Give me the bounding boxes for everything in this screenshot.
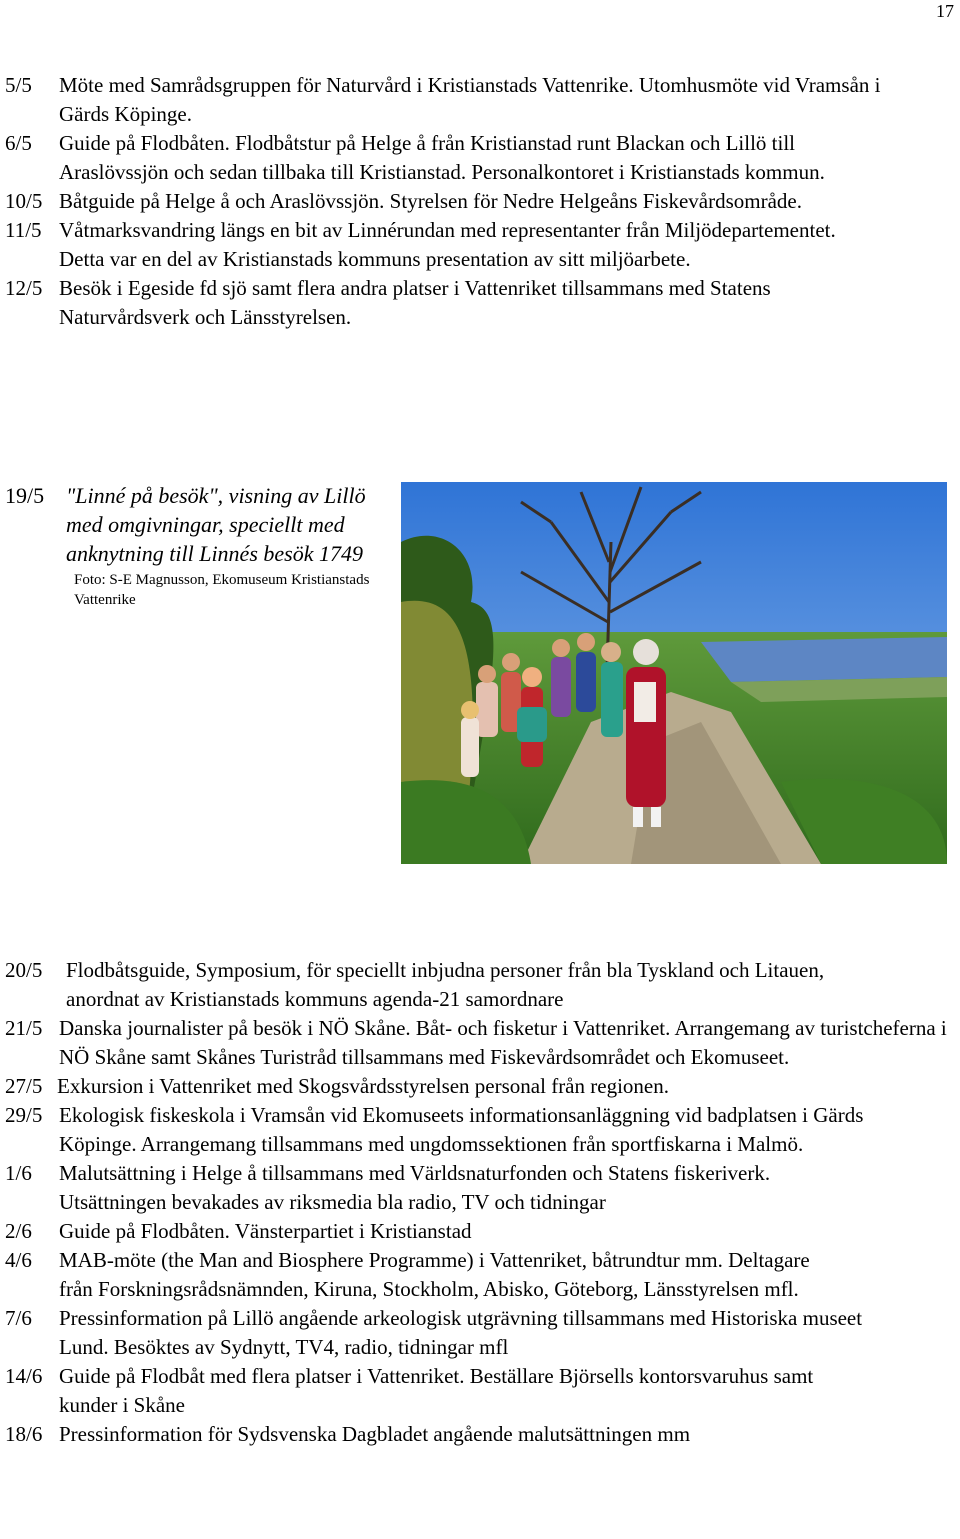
entry-date: 29/5 xyxy=(5,1103,43,1127)
entry-text: Våtmarksvandring längs en bit av Linnérundan med representanter från Miljödepartementet. Detta var en del av Kristianstads kommuns presentation av sitt miljöarbete. xyxy=(59,218,836,271)
entries-top xyxy=(5,71,955,332)
entry-date: 11/5 xyxy=(5,218,42,242)
photo-credit: Foto: S-E Magnusson, Ekomuseum Kristianstads Vattenrike xyxy=(74,572,370,608)
entry-text: Flodbåtsguide, Symposium, för speciellt inbjudna personer från bla Tyskland och Litauen, anordnat av Kristianstads kommuns agenda-21 samordnare xyxy=(66,958,825,1011)
entry-text: Guide på Flodbåt med flera platser i Vattenriket. Beställare Björsells kontorsvaruhus samt kunder i Skåne xyxy=(59,1364,814,1417)
caption-entry-19-5 xyxy=(5,481,395,568)
entry-7-6 xyxy=(5,1304,955,1362)
entry-text: Guide på Flodbåten. Flodbåtstur på Helge å från Kristianstad runt Blackan och Lillö till Araslövssjön och sedan tillbaka till Kristianstad. Personalkontoret i Kristianstads kommun. xyxy=(59,131,825,184)
entry-text: Båtguide på Helge å och Araslövssjön. Styrelsen för Nedre Helgeåns Fiskevårdsområde. xyxy=(59,189,802,213)
entry-date: 4/6 xyxy=(5,1248,32,1272)
entry-11-5 xyxy=(5,216,955,274)
caption-text: "Linné på besök", visning av Lillö med omgivningar, speciellt med anknytning till Linnés besök 1749 xyxy=(66,483,366,566)
entry-date: 18/6 xyxy=(5,1422,43,1446)
entry-27-5 xyxy=(5,1072,955,1101)
entry-text: Exkursion i Vattenriket med Skogsvårdsstyrelsen personal från regionen. xyxy=(57,1074,669,1098)
entry-29-5 xyxy=(5,1101,955,1159)
entry-text: Danska journalister på besök i NÖ Skåne. Båt- och fisketur i Vattenriket. Arrangemang av turistcheferna i NÖ Skåne samt Skånes Turistråd tillsammans med Fiskevårdsområdet och Ekomuseet. xyxy=(59,1016,947,1069)
entry-text: Malutsättning i Helge å tillsammans med Världsnaturfonden och Statens fiskeriverk. Utsättningen bevakades av riksmedia bla radio, TV och tidningar xyxy=(59,1161,771,1214)
page-number: 17 xyxy=(936,1,954,21)
entry-date: 1/6 xyxy=(5,1161,32,1185)
photo-caption xyxy=(5,481,395,610)
entry-date: 6/5 xyxy=(5,131,32,155)
entry-5-5 xyxy=(5,71,955,129)
entry-12-5 xyxy=(5,274,955,332)
entry-21-5 xyxy=(5,1014,955,1072)
entry-text: Guide på Flodbåten. Vänsterpartiet i Kristianstad xyxy=(59,1219,472,1243)
entry-20-5 xyxy=(5,956,955,1014)
caption-date: 19/5 xyxy=(5,483,45,508)
entry-date: 12/5 xyxy=(5,276,43,300)
entry-14-6 xyxy=(5,1362,955,1420)
entry-text: Pressinformation för Sydsvenska Dagbladet angående malutsättningen mm xyxy=(59,1422,691,1446)
entry-date: 10/5 xyxy=(5,189,43,213)
entry-text: Möte med Samrådsgruppen för Naturvård i Kristianstads Vattenrike. Utomhusmöte vid Vramsån i Gärds Köpinge. xyxy=(59,73,881,126)
entry-date: 21/5 xyxy=(5,1016,43,1040)
entry-18-6 xyxy=(5,1420,955,1449)
entry-date: 20/5 xyxy=(5,958,43,982)
entry-2-6 xyxy=(5,1217,955,1246)
entry-date: 5/5 xyxy=(5,73,32,97)
entry-text: Ekologisk fiskeskola i Vramsån vid Ekomuseets informationsanläggning vid badplatsen i Gärds Köpinge. Arrangemang tillsammans med ungdomssektionen från sportfiskarna i Malmö. xyxy=(59,1103,864,1156)
entries-bottom xyxy=(5,956,955,1449)
entry-6-5 xyxy=(5,129,955,187)
entry-text: Besök i Egeside fd sjö samt flera andra platser i Vattenriket tillsammans med Statens Naturvårdsverk och Länsstyrelsen. xyxy=(59,276,771,329)
entry-date: 7/6 xyxy=(5,1306,32,1330)
entry-date: 2/6 xyxy=(5,1219,32,1243)
entry-date: 27/5 xyxy=(5,1074,43,1098)
entry-text: MAB-möte (the Man and Biosphere Programme) i Vattenriket, båtrundtur mm. Deltagare från Forskningsrådsnämnden, Kiruna, Stockholm, Abisko, Göteborg, Länsstyrelsen mfl. xyxy=(59,1248,810,1301)
entry-date: 14/6 xyxy=(5,1364,43,1388)
entry-10-5 xyxy=(5,187,955,216)
entry-text: Pressinformation på Lillö angående arkeologisk utgrävning tillsammans med Historiska museet Lund. Besöktes av Sydnytt, TV4, radio, tidningar mfl xyxy=(59,1306,863,1359)
photo-illustration xyxy=(401,482,947,864)
entry-1-6 xyxy=(5,1159,955,1217)
photo-linne-walk xyxy=(401,482,947,864)
entry-4-6 xyxy=(5,1246,955,1304)
